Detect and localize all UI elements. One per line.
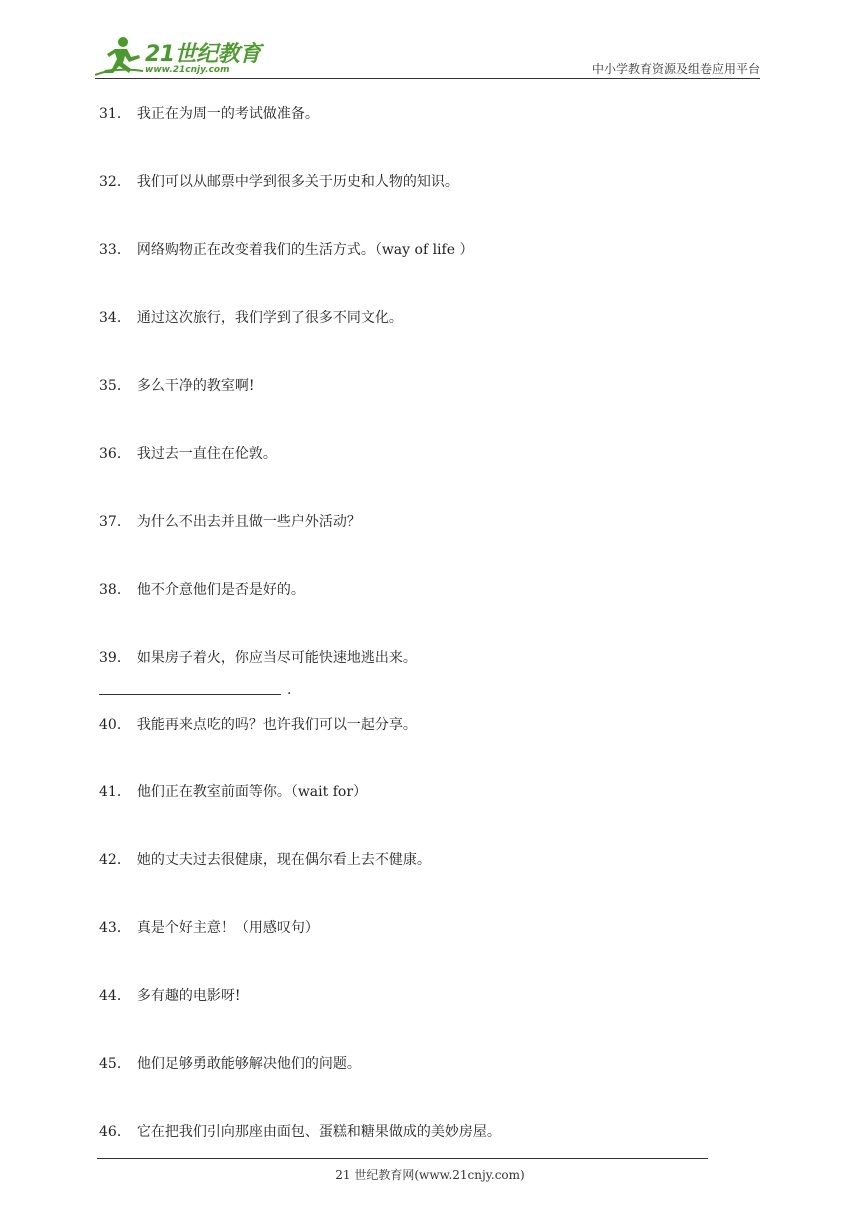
question-number: 41． bbox=[99, 784, 131, 800]
question-number: 39． bbox=[99, 650, 131, 666]
question-44 bbox=[99, 986, 240, 1006]
answer-blank-period: . bbox=[287, 682, 292, 698]
question-text: 为什么不出去并且做一些户外活动？ bbox=[136, 514, 361, 530]
question-text: 多有趣的电影呀! bbox=[136, 988, 241, 1004]
page-header bbox=[95, 30, 760, 80]
question-43 bbox=[99, 918, 319, 938]
question-text: 他们正在教室前面等你。（wait for） bbox=[136, 784, 368, 800]
question-34 bbox=[99, 308, 403, 328]
header-platform-name: 中小学教育资源及组卷应用平台 bbox=[591, 62, 760, 76]
question-number: 42． bbox=[99, 852, 131, 868]
question-46 bbox=[99, 1122, 501, 1142]
logo-text: 21世纪教育 bbox=[145, 42, 261, 67]
question-number: 46． bbox=[99, 1124, 131, 1140]
question-text: 他不介意他们是否是好的。 bbox=[136, 582, 305, 598]
question-number: 37． bbox=[99, 514, 131, 530]
question-32 bbox=[99, 172, 459, 192]
question-37 bbox=[99, 512, 361, 532]
question-38 bbox=[99, 580, 305, 600]
question-40 bbox=[99, 715, 417, 735]
header-divider bbox=[95, 78, 760, 79]
question-39 bbox=[99, 648, 417, 668]
footer-divider bbox=[97, 1158, 708, 1159]
question-number: 35． bbox=[99, 378, 131, 394]
question-45 bbox=[99, 1054, 361, 1074]
question-text: 通过这次旅行，我们学到了很多不同文化。 bbox=[136, 310, 403, 326]
question-number: 43． bbox=[99, 920, 131, 936]
question-36 bbox=[99, 444, 277, 464]
question-42 bbox=[99, 850, 431, 870]
question-number: 44． bbox=[99, 988, 131, 1004]
question-number: 36． bbox=[99, 446, 131, 462]
question-text: 多么干净的教室啊! bbox=[136, 378, 255, 394]
question-text: 我过去一直住在伦敦。 bbox=[136, 446, 277, 462]
question-41 bbox=[99, 782, 367, 802]
question-number: 45． bbox=[99, 1056, 131, 1072]
question-text: 如果房子着火，你应当尽可能快速地逃出来。 bbox=[136, 650, 417, 666]
question-text: 他们足够勇敢能够解决他们的问题。 bbox=[136, 1056, 361, 1072]
question-text: 我正在为周一的考试做准备。 bbox=[136, 106, 319, 122]
logo-url: www.21cnjy.com bbox=[145, 65, 230, 75]
question-text: 网络购物正在改变着我们的生活方式。（way of life ） bbox=[136, 242, 474, 258]
question-number: 38． bbox=[99, 582, 131, 598]
question-number: 32． bbox=[99, 174, 131, 190]
question-31 bbox=[99, 104, 319, 124]
question-number: 40． bbox=[99, 717, 131, 733]
question-text: 她的丈夫过去很健康，现在偶尔看上去不健康。 bbox=[136, 852, 431, 868]
question-text: 它在把我们引向那座由面包、蛋糕和糖果做成的美妙房屋。 bbox=[136, 1124, 501, 1140]
question-text: 真是个好主意！（用感叹句） bbox=[136, 920, 319, 936]
question-number: 33． bbox=[99, 242, 131, 258]
question-number: 34． bbox=[99, 310, 131, 326]
question-text: 我能再来点吃的吗？也许我们可以一起分享。 bbox=[136, 717, 417, 733]
runner-logo-icon bbox=[95, 35, 145, 77]
question-number: 31． bbox=[99, 106, 131, 122]
logo bbox=[95, 35, 265, 77]
answer-blank-line[interactable] bbox=[99, 694, 281, 695]
page-footer: 21 世纪教育网(www.21cnjy.com) bbox=[335, 1168, 525, 1182]
question-33 bbox=[99, 240, 473, 260]
question-text: 我们可以从邮票中学到很多关于历史和人物的知识。 bbox=[136, 174, 459, 190]
question-35 bbox=[99, 376, 254, 396]
